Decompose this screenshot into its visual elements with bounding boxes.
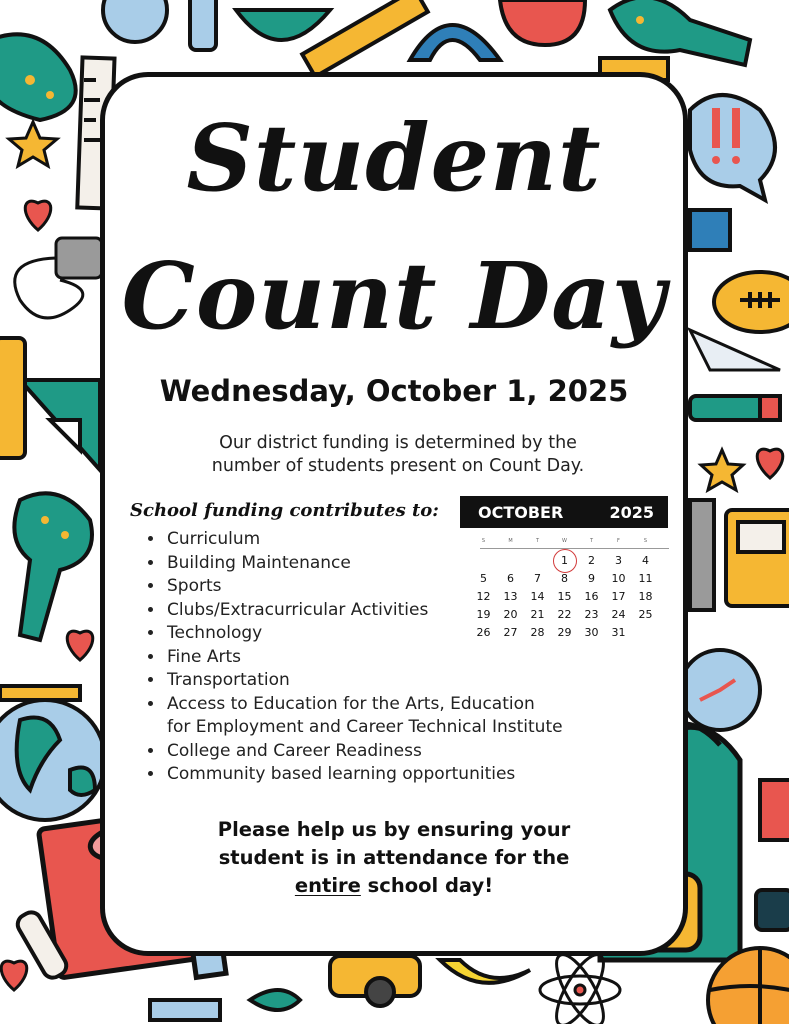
cta-line-2: student is in attendance for the xyxy=(218,846,570,869)
calendar-day: 29 xyxy=(557,626,572,639)
intro-text xyxy=(150,432,646,478)
speech-bubble-icon xyxy=(690,95,775,200)
calendar-day xyxy=(470,552,497,570)
calendar-day: 22 xyxy=(557,608,572,621)
calendar-day-highlighted: 1 xyxy=(551,552,578,570)
calendar-day xyxy=(632,624,659,642)
apple-icon xyxy=(500,0,585,45)
calculator-icon xyxy=(690,500,714,610)
football-icon xyxy=(714,272,789,332)
event-date: Wednesday, October 1, 2025 xyxy=(159,374,629,408)
marker-icon xyxy=(690,396,780,420)
scissors-icon xyxy=(250,990,300,1010)
paper-plane-icon xyxy=(690,330,780,370)
calendar-day: 13 xyxy=(503,590,518,603)
binoculars-icon xyxy=(756,890,789,930)
calendar-weekday: W xyxy=(562,538,567,544)
calendar-day: 3 xyxy=(615,554,622,567)
cash-register-icon xyxy=(726,510,789,606)
bowl-icon xyxy=(236,10,330,40)
calendar-day: 5 xyxy=(480,572,487,585)
star-icon xyxy=(9,122,57,166)
list-item: • Clubs/Extracurricular Activities xyxy=(165,599,605,623)
calendar-grid xyxy=(460,536,668,642)
alarm-clock-icon xyxy=(103,0,167,42)
calendar-day: 11 xyxy=(638,572,653,585)
heart-icon xyxy=(1,961,27,990)
binder-clip-icon xyxy=(690,210,730,250)
calendar-day: 19 xyxy=(476,608,491,621)
calendar-day: 31 xyxy=(611,626,626,639)
school-bus-icon xyxy=(330,956,420,1006)
pencil-icon xyxy=(760,780,789,840)
calendar-day: 26 xyxy=(476,626,491,639)
list-item: • Curriculum xyxy=(165,528,605,552)
calendar-day: 2 xyxy=(588,554,595,567)
calendar-weekday: S xyxy=(643,538,648,544)
list-item: • College and Career Readiness xyxy=(165,740,605,764)
intro-line-1: Our district funding is determined by the xyxy=(219,433,577,453)
calendar-day: 7 xyxy=(534,572,541,585)
calendar-weekday: T xyxy=(589,538,594,544)
calendar-day: 16 xyxy=(584,590,599,603)
star-icon xyxy=(701,450,743,490)
call-to-action xyxy=(196,816,592,900)
calendar-weekday: T xyxy=(535,538,540,544)
heart-icon xyxy=(757,449,783,478)
title-line-1: Student xyxy=(186,104,602,212)
funding-heading: School funding contributes to: xyxy=(130,500,439,521)
calendar-day: 27 xyxy=(503,626,518,639)
calendar-month: OCTOBER xyxy=(478,502,564,522)
intro-line-2: number of students present on Count Day. xyxy=(211,456,585,476)
list-item: • Transportation xyxy=(165,669,605,693)
potion-bottle-icon xyxy=(14,493,92,640)
calendar-day xyxy=(524,552,551,570)
heart-icon xyxy=(67,631,93,660)
calendar-weekday: F xyxy=(617,538,620,544)
october-calendar xyxy=(460,496,668,642)
list-item: • Building Maintenance xyxy=(165,552,605,576)
list-item-line-1: Access to Education for the Arts, Education xyxy=(167,693,535,714)
cta-underlined-word: entire xyxy=(294,874,361,897)
cta-line-3-rest: school day! xyxy=(360,874,494,897)
calendar-day: 20 xyxy=(503,608,518,621)
calendar-divider xyxy=(480,548,669,549)
calendar-day: 8 xyxy=(561,572,568,585)
calendar-day: 12 xyxy=(476,590,491,603)
calendar-day: 14 xyxy=(530,590,545,603)
list-item: • Technology xyxy=(165,622,605,646)
calendar-day: 17 xyxy=(611,590,626,603)
list-item: • Sports xyxy=(165,575,605,599)
plug-cable-icon xyxy=(15,238,102,318)
list-item xyxy=(165,693,605,740)
alarm-clock-icon xyxy=(680,650,760,730)
banana-icon xyxy=(440,960,530,983)
marker-icon xyxy=(190,0,216,50)
pencil-icon xyxy=(150,1000,220,1020)
calendar-day: 15 xyxy=(557,590,572,603)
flask-icon xyxy=(0,34,76,120)
title-line-2: Count Day xyxy=(121,242,667,350)
calendar-day: 28 xyxy=(530,626,545,639)
calendar-day xyxy=(497,552,524,570)
globe-icon xyxy=(0,686,105,820)
set-square-icon xyxy=(20,380,100,470)
calendar-day: 21 xyxy=(530,608,545,621)
calendar-day: 10 xyxy=(611,572,626,585)
flask-icon xyxy=(610,0,750,65)
heart-icon xyxy=(25,201,51,230)
calendar-weekday: M xyxy=(508,538,513,544)
protractor-icon xyxy=(410,25,500,60)
calendar-day: 30 xyxy=(584,626,599,639)
calendar-day: 24 xyxy=(611,608,626,621)
calendar-year: 2025 xyxy=(609,502,654,522)
calendar-day: 4 xyxy=(642,554,649,567)
calendar-weekday: S xyxy=(481,538,486,544)
cta-line-1: Please help us by ensuring your xyxy=(217,818,571,841)
calendar-day: 18 xyxy=(638,590,653,603)
list-item-line-2: for Employment and Career Technical Institute xyxy=(167,717,563,737)
calendar-day: 9 xyxy=(588,572,595,585)
calendar-header xyxy=(460,496,668,528)
crayon-icon xyxy=(0,338,25,458)
cta-line-3 xyxy=(196,872,592,900)
calendar-day: 23 xyxy=(584,608,599,621)
list-item: • Fine Arts xyxy=(165,646,605,670)
calendar-day: 25 xyxy=(638,608,653,621)
calendar-day: 6 xyxy=(507,572,514,585)
list-item: • Community based learning opportunities xyxy=(165,763,605,787)
